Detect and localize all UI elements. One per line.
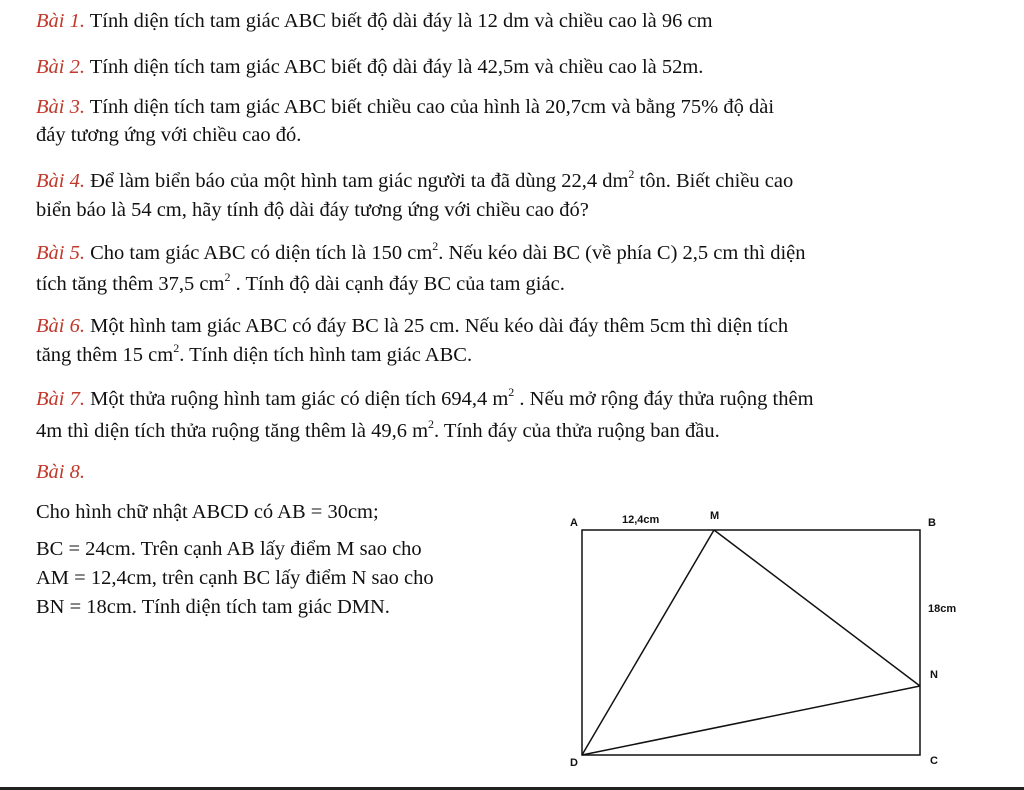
problem-text: Một thửa ruộng hình tam giác có diện tích xyxy=(84,388,442,410)
problem-text: Tính diện tích tam giác ABC biết chiều cao của hình là 20,7cm và bằng 75% độ dài xyxy=(84,96,775,118)
problem-2 xyxy=(36,55,703,79)
problem-label: Bài 2. xyxy=(36,56,85,78)
superscript: 2 xyxy=(224,270,231,284)
problem-text: . Tính diện tích hình tam giác ABC. xyxy=(179,344,473,366)
area-value: 15 cm xyxy=(122,344,174,366)
problem-text: Tính diện tích tam giác ABC biết độ dài đáy là 12 dm và chiều cao là 96 cm xyxy=(84,10,713,32)
segment-mn xyxy=(714,530,920,686)
area-value: 694,4 m xyxy=(441,388,509,410)
problem-text: . Tính đáy của thửa ruộng ban đầu. xyxy=(434,420,720,442)
problem-line: BC = 24cm. Trên cạnh AB lấy điểm M sao cho xyxy=(36,538,422,560)
label-a: A xyxy=(570,517,578,529)
area-value: 37,5 cm xyxy=(158,273,225,295)
problem-line: biển báo là 54 cm, hãy tính độ dài đáy tương ứng với chiều cao đó? xyxy=(36,199,589,221)
problem-line xyxy=(36,387,814,411)
problem-label: Bài 4. xyxy=(36,170,85,192)
problem-text: Để làm biển báo của một hình tam giác người ta đã dùng xyxy=(84,170,562,192)
problem-line xyxy=(36,95,774,119)
label-b: B xyxy=(928,517,936,529)
problem-text: Tính diện tích tam giác ABC biết độ dài đáy là 42,5m và chiều cao là 52m. xyxy=(84,56,704,78)
area-value: 150 cm xyxy=(371,242,433,264)
problem-line xyxy=(36,419,720,443)
area-value: 49,6 m xyxy=(371,420,429,442)
problem-text: . Nếu mở rộng đáy thửa ruộng thêm xyxy=(514,388,814,410)
label-n: N xyxy=(930,669,938,681)
superscript: 2 xyxy=(173,341,180,355)
problem-text: Cho tam giác ABC có diện tích là xyxy=(84,242,372,264)
problem-text: tôn. Biết chiều cao xyxy=(634,170,794,192)
problem-line xyxy=(36,314,788,338)
problem-line xyxy=(36,343,472,367)
problem-text: tăng thêm xyxy=(36,344,123,366)
superscript: 2 xyxy=(508,385,515,399)
problem-line xyxy=(36,169,793,193)
problem-line: đáy tương ứng với chiều cao đó. xyxy=(36,124,302,146)
problem-text: . Nếu kéo dài BC (về phía C) 2,5 cm thì diện xyxy=(438,242,806,264)
rectangle-figure xyxy=(560,500,980,780)
superscript: 2 xyxy=(432,239,439,253)
problem-label: Bài 5. xyxy=(36,242,85,264)
problem-line xyxy=(36,241,806,265)
problem-1 xyxy=(36,9,713,33)
superscript: 2 xyxy=(628,167,635,181)
problem-line: BN = 18cm. Tính diện tích tam giác DMN. xyxy=(36,596,390,618)
problem-label: Bài 7. xyxy=(36,388,85,410)
label-d: D xyxy=(570,757,578,769)
segment-dn xyxy=(582,686,920,755)
label-bn: 18cm xyxy=(928,603,957,615)
superscript: 2 xyxy=(428,417,435,431)
problem-label: Bài 6. xyxy=(36,315,85,337)
problem-text: 4m thì diện tích thửa ruộng tăng thêm là xyxy=(36,420,372,442)
segment-dm xyxy=(582,530,714,755)
problem-line: Cho hình chữ nhật ABCD có AB = 30cm; xyxy=(36,501,379,523)
problem-label: Bài 8. xyxy=(36,461,85,483)
label-am: 12,4cm xyxy=(622,514,660,526)
problem-label: Bài 3. xyxy=(36,96,85,118)
problem-text: . Tính độ dài cạnh đáy BC của tam giác. xyxy=(230,273,565,295)
problem-line: AM = 12,4cm, trên cạnh BC lấy điểm N sao cho xyxy=(36,567,434,589)
label-c: C xyxy=(930,755,938,767)
problem-text: Một hình tam giác ABC có đáy BC là 25 cm. Nếu kéo dài đáy thêm 5cm thì diện tích xyxy=(84,315,789,337)
area-value: 22,4 dm xyxy=(561,170,629,192)
problem-text: tích tăng thêm xyxy=(36,273,159,295)
label-m: M xyxy=(710,510,720,522)
problem-line xyxy=(36,272,565,296)
problem-label: Bài 1. xyxy=(36,10,85,32)
